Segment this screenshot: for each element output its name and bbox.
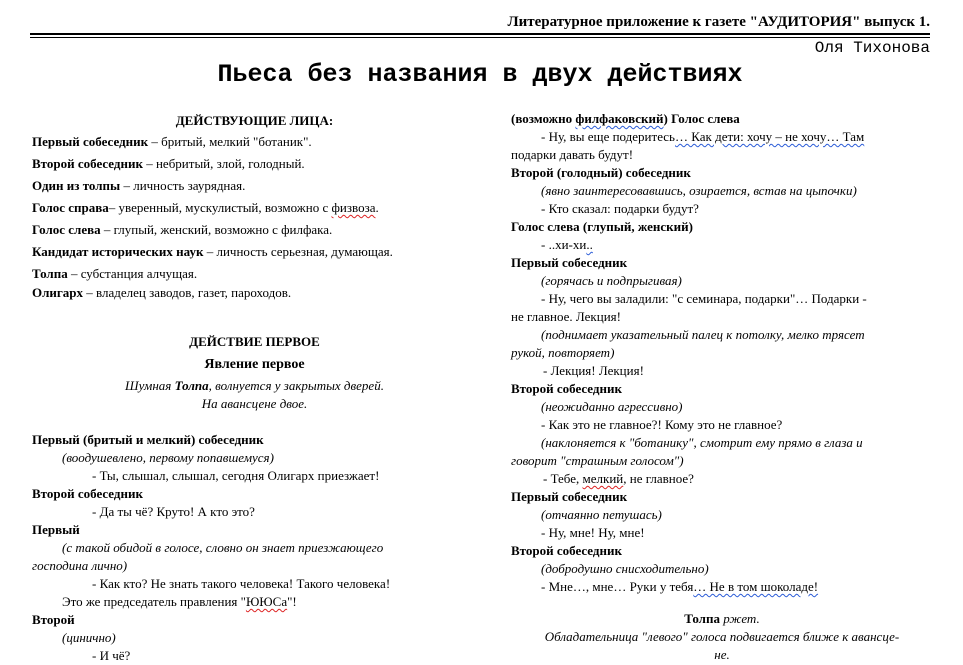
masthead-rule-thin — [30, 37, 930, 38]
stage-direction — [511, 610, 933, 628]
dialogue-line — [511, 236, 933, 254]
speaker-text: (возможно — [511, 111, 576, 126]
stage-direction: Обладательница "левого" голоса подвигается ближе к авансце- — [544, 629, 900, 644]
speaker: Первый (бритый и мелкий) собеседник — [32, 432, 264, 447]
dialogue-line: - И чё? — [92, 648, 131, 663]
dialogue-text: Это же председатель правления " — [62, 594, 246, 609]
speaker: Первый собеседник — [511, 489, 628, 504]
stage-direction: (неожиданно агрессивно) — [541, 399, 683, 414]
dialogue-line: - Как кто? Не знать такого человека! Такого человека! — [92, 576, 391, 591]
cast-role: Кандидат исторических наук — [32, 244, 204, 259]
dialogue-line: - Ты, слышал, слышал, сегодня Олигарх приезжает! — [92, 468, 380, 483]
crowd-name: Толпа — [684, 611, 720, 626]
cast-item — [32, 175, 477, 197]
cast-role: Голос слева — [32, 222, 101, 237]
stage-direction: господина лично) — [32, 558, 128, 573]
speaker-text: ) Голос слева — [663, 111, 740, 126]
cast-item — [32, 283, 477, 303]
stage-text: , волнуется у закрытых дверей. — [208, 378, 384, 393]
spellcheck-mark: … Как дети: хочу – не хочу… Там — [675, 129, 865, 144]
speaker: Второй собеседник — [511, 381, 622, 396]
spellcheck-word: ЮЮСа — [245, 594, 288, 609]
cast-item — [32, 219, 477, 241]
stage-direction — [32, 377, 477, 395]
stage-direction: На авансцене двое. — [201, 396, 308, 411]
speaker: Голос слева (глупый, женский) — [511, 219, 693, 234]
dialogue-line: - Ну, чего вы заладили: "с семинара, подарки"… Подарки - — [541, 291, 867, 306]
spellcheck-word: физвоза — [331, 200, 376, 215]
speaker: Второй — [32, 612, 75, 627]
cast-role: Голос справа — [32, 200, 109, 215]
stage-text: Шумная — [125, 378, 175, 393]
stage-direction: (цинично) — [62, 630, 116, 645]
cast-desc: – глупый, женский, возможно с филфака. — [100, 222, 333, 237]
right-column — [511, 110, 933, 664]
author-name: Оля Тихонова — [814, 39, 930, 57]
cast-desc: – субстанция алчущая. — [67, 266, 198, 281]
spellcheck-word: филфаковский — [575, 111, 664, 126]
cast-item — [32, 153, 477, 175]
dialogue-text: - Тебе, — [543, 471, 583, 486]
stage-direction: говорит "страшным голосом") — [511, 453, 684, 468]
cast-role: Второй собеседник — [32, 156, 143, 171]
stage-text: ржет. — [719, 611, 760, 626]
stage-direction: (наклоняется к "ботанику", смотрит ему прямо в глаза и — [541, 435, 863, 450]
stage-direction: (добродушно снисходительно) — [541, 561, 709, 576]
play-title: Пьеса без названия в двух действиях — [217, 60, 743, 89]
act-heading: ДЕЙСТВИЕ ПЕРВОЕ — [189, 334, 320, 349]
cast-heading: ДЕЙСТВУЮЩИЕ ЛИЦА: — [175, 113, 334, 128]
cast-item — [32, 197, 477, 219]
cast-item — [32, 263, 477, 283]
stage-direction: (с такой обидой в голосе, словно он знает приезжающего — [62, 540, 384, 555]
speaker: Второй (голодный) собеседник — [511, 165, 691, 180]
left-column — [32, 110, 477, 665]
dialogue-line: - Ну, мне! Ну, мне! — [541, 525, 645, 540]
cast-desc: – небритый, злой, голодный. — [142, 156, 305, 171]
dialogue-line: - Да ты чё? Круто! А кто это? — [92, 504, 255, 519]
masthead: Литературное приложение к газете "АУДИТОРИЯ" выпуск 1. — [507, 14, 930, 30]
cast-role: Первый собеседник — [32, 134, 149, 149]
spellcheck-mark: … Не в том шоколаде! — [693, 579, 819, 594]
stage-direction: (отчаянно петушась) — [541, 507, 662, 522]
dialogue-line: подарки давать будут! — [511, 147, 634, 162]
speaker: Второй собеседник — [32, 486, 143, 501]
cast-desc: – бритый, мелкий "ботаник". — [148, 134, 312, 149]
dialogue-text: , не главное? — [623, 471, 694, 486]
stage-direction: (воодушевлено, первому попавшемуся) — [62, 450, 274, 465]
stage-direction: (поднимает указательный палец к потолку, мелко трясет — [541, 327, 865, 342]
dialogue-line: не главное. Лекция! — [511, 309, 621, 324]
scene-heading: Явление первое — [204, 357, 305, 372]
stage-direction: не. — [714, 647, 730, 662]
cast-desc: – личность заурядная. — [120, 178, 246, 193]
spellcheck-word: мелкий — [582, 471, 624, 486]
cast-role: Один из толпы — [32, 178, 121, 193]
stage-direction: рукой, повторяет) — [511, 345, 615, 360]
speaker: Второй собеседник — [511, 543, 622, 558]
cast-desc: – владелец заводов, газет, пароходов. — [83, 285, 292, 300]
dialogue-line — [511, 470, 933, 488]
cast-item — [32, 241, 477, 263]
dialogue-text: - Мне…, мне… Руки у тебя — [541, 579, 694, 594]
cast-role: Толпа — [32, 266, 68, 281]
dialogue-line: - Как это не главное?! Кому это не главное? — [541, 417, 783, 432]
crowd-name: Толпа — [174, 378, 209, 393]
dialogue-text: - Ну, вы еще подеритесь — [541, 129, 675, 144]
speaker — [511, 110, 933, 128]
speaker: Первый собеседник — [511, 255, 628, 270]
dialogue-line — [32, 593, 477, 611]
dialogue-line: - Лекция! Лекция! — [543, 363, 644, 378]
stage-direction: (явно заинтересовавшись, озирается, встав на цыпочки) — [541, 183, 857, 198]
masthead-rule-thick — [30, 33, 930, 35]
dialogue-line — [511, 128, 933, 146]
dialogue-text: "! — [287, 594, 297, 609]
cast-desc-end: . — [375, 200, 379, 215]
speaker: Первый — [32, 522, 80, 537]
dialogue-line — [511, 578, 933, 596]
stage-direction: (горячась и подпрыгивая) — [541, 273, 682, 288]
spellcheck-mark: .. — [586, 237, 593, 252]
cast-item — [32, 131, 477, 153]
cast-role: Олигарх — [32, 285, 84, 300]
cast-desc: – личность серьезная, думающая. — [203, 244, 393, 259]
dialogue-text: - ..хи-хи — [541, 237, 587, 252]
cast-desc: – уверенный, мускулистый, возможно с — [108, 200, 332, 215]
dialogue-line: - Кто сказал: подарки будут? — [541, 201, 699, 216]
